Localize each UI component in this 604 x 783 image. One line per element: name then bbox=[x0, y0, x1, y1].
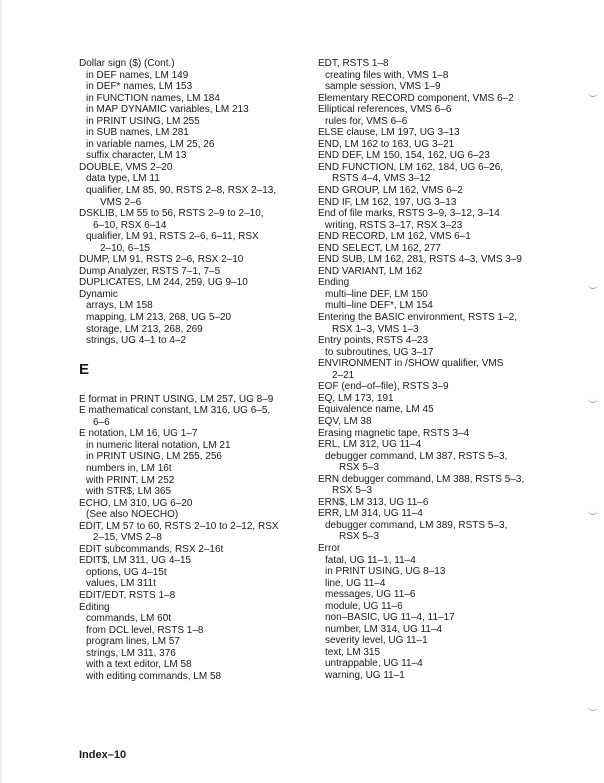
index-subentry: with a text editor, LM 58 bbox=[86, 659, 192, 671]
index-entry: EDIT, LM 57 to 60, RSTS 2–10 to 2–12, RSX bbox=[79, 520, 279, 532]
index-subentry: arrays, LM 158 bbox=[86, 300, 153, 312]
index-entry: DSKLIB, LM 55 to 56, RSTS 2–9 to 2–10, bbox=[79, 208, 264, 220]
index-subentry: sample session, VMS 1–9 bbox=[325, 81, 441, 93]
index-entry: EDIT/EDT, RSTS 1–8 bbox=[79, 589, 176, 601]
index-subentry: warning, UG 11–1 bbox=[325, 669, 405, 681]
page-edge-shadow bbox=[0, 0, 3, 783]
index-entry: EDIT$, LM 311, UG 4–15 bbox=[79, 555, 192, 567]
index-entry: EQV, LM 38 bbox=[318, 415, 372, 427]
index-subentry: in PRINT USING, UG 8–13 bbox=[325, 566, 446, 578]
index-entry: Entry points, RSTS 4–23 bbox=[318, 335, 429, 347]
index-entry: END SUB, LM 162, 281, RSTS 4–3, VMS 3–9 bbox=[318, 254, 522, 266]
index-subentry: VMS 2–6 bbox=[100, 196, 142, 208]
index-subentry: in variable names, LM 25, 26 bbox=[86, 138, 215, 150]
index-entry: Error bbox=[318, 542, 341, 554]
index-entry: END GROUP, LM 162, VMS 6–2 bbox=[318, 185, 463, 197]
index-entry: Ending bbox=[318, 277, 350, 289]
index-entry: Elliptical references, VMS 6–6 bbox=[318, 104, 452, 116]
index-subentry: RSX 5–3 bbox=[339, 462, 380, 474]
index-subentry: fatal, UG 11–1, 11–4 bbox=[325, 554, 416, 566]
index-subentry: in SUB names, LM 281 bbox=[86, 127, 189, 139]
index-entry: END VARIANT, LM 162 bbox=[318, 265, 423, 277]
index-subentry: in MAP DYNAMIC variables, LM 213 bbox=[86, 104, 249, 116]
binding-mark bbox=[588, 706, 598, 711]
index-entry: ERN debugger command, LM 388, RSTS 5–3, bbox=[318, 473, 525, 485]
index-subentry: mapping, LM 213, 268, UG 5–20 bbox=[86, 312, 232, 324]
page-footer: Index–10 bbox=[79, 749, 127, 761]
index-entry: E format in PRINT USING, LM 257, UG 8–9 bbox=[79, 393, 274, 405]
index-subentry: rules for, VMS 6–6 bbox=[325, 115, 408, 127]
index-subentry: to subroutines, UG 3–17 bbox=[325, 346, 434, 358]
index-subentry: with PRINT, LM 252 bbox=[86, 474, 175, 486]
index-entry: ELSE clause, LM 197, UG 3–13 bbox=[318, 127, 460, 139]
index-entry: Editing bbox=[79, 601, 110, 613]
index-subentry: in FUNCTION names, LM 184 bbox=[86, 92, 220, 104]
index-subentry: in PRINT USING, LM 255, 256 bbox=[86, 451, 222, 463]
index-subentry: 6–6 bbox=[93, 416, 110, 428]
index-subentry: (See also NOECHO) bbox=[86, 509, 179, 521]
index-entry: E mathematical constant, LM 316, UG 6–5, bbox=[79, 405, 271, 417]
index-entry: DOUBLE, VMS 2–20 bbox=[79, 161, 173, 173]
index-entry: ERN$, LM 313, UG 11–6 bbox=[318, 496, 429, 508]
index-subentry: from DCL level, RSTS 1–8 bbox=[86, 624, 204, 636]
index-subentry: debugger command, LM 387, RSTS 5–3, bbox=[325, 450, 508, 462]
index-subentry: 2–10, 6–15 bbox=[100, 242, 151, 254]
index-subentry: debugger command, LM 389, RSTS 5–3, bbox=[325, 519, 508, 531]
index-subentry: commands, LM 60t bbox=[86, 613, 172, 625]
section-letter: E bbox=[79, 360, 90, 378]
index-entry: Equivalence name, LM 45 bbox=[318, 404, 434, 416]
index-subentry: writing, RSTS 3–17, RSX 3–23 bbox=[325, 219, 463, 231]
index-subentry: non–BASIC, UG 11–4, 11–17 bbox=[325, 612, 455, 624]
index-subentry: with STR$, LM 365 bbox=[86, 486, 172, 498]
index-subentry: line, UG 11–4 bbox=[325, 577, 386, 589]
index-subentry: suffix character, LM 13 bbox=[86, 150, 187, 162]
index-subentry: storage, LM 213, 268, 269 bbox=[86, 323, 203, 335]
index-entry: DUPLICATES, LM 244, 259, UG 9–10 bbox=[79, 277, 248, 289]
index-subentry: data type, LM 11 bbox=[86, 173, 160, 185]
index-entry: DUMP, LM 91, RSTS 2–6, RSX 2–10 bbox=[79, 254, 244, 266]
index-subentry: number, LM 314, UG 11–4 bbox=[325, 623, 443, 635]
index-column-right bbox=[318, 58, 580, 682]
index-entry: EOF (end–of–file), RSTS 3–9 bbox=[318, 381, 449, 393]
index-subentry: numbers in, LM 16t bbox=[86, 462, 172, 474]
index-column-left bbox=[79, 58, 309, 682]
index-subentry: strings, UG 4–1 to 4–2 bbox=[86, 335, 187, 347]
index-subentry: 2–15, VMS 2–8 bbox=[93, 532, 162, 544]
index-subentry: severity level, UG 11–1 bbox=[325, 635, 428, 647]
binding-mark bbox=[588, 92, 598, 97]
index-subentry: module, UG 11–6 bbox=[325, 600, 403, 612]
index-entry: END, LM 162 to 163, UG 3–21 bbox=[318, 138, 455, 150]
index-subentry: 2–21 bbox=[332, 369, 355, 381]
index-subentry: values, LM 311t bbox=[86, 578, 156, 590]
index-entry: EDT, RSTS 1–8 bbox=[318, 58, 389, 69]
index-subentry: in PRINT USING, LM 255 bbox=[86, 115, 200, 127]
index-subentry: options, UG 4–15t bbox=[86, 566, 167, 578]
index-entry: Dollar sign ($) (Cont.) bbox=[79, 58, 175, 69]
index-subentry: creating files with, VMS 1–8 bbox=[325, 69, 449, 81]
index-entry: Dynamic bbox=[79, 288, 118, 300]
index-subentry: RSX 5–3 bbox=[339, 531, 380, 543]
index-entry: E notation, LM 16, UG 1–7 bbox=[79, 428, 198, 440]
index-subentry: in DEF* names, LM 153 bbox=[86, 81, 193, 93]
index-subentry: with editing commands, LM 58 bbox=[86, 670, 222, 682]
binding-mark bbox=[588, 284, 598, 289]
index-subentry: multi–line DEF, LM 150 bbox=[325, 288, 428, 300]
index-subentry: messages, UG 11–6 bbox=[325, 589, 416, 601]
index-subentry: program lines, LM 57 bbox=[86, 636, 180, 648]
index-subentry: untrappable, UG 11–4 bbox=[325, 658, 423, 670]
index-entry: Dump Analyzer, RSTS 7–1, 7–5 bbox=[79, 265, 221, 277]
index-subentry: text, LM 315 bbox=[325, 646, 381, 658]
index-entry: END IF, LM 162, 197, UG 3–13 bbox=[318, 196, 457, 208]
index-subentry: in DEF names, LM 149 bbox=[86, 69, 189, 81]
index-entry: ENVIRONMENT in /SHOW qualifier, VMS bbox=[318, 358, 504, 370]
index-entry: EDIT subcommands, RSX 2–16t bbox=[79, 543, 224, 555]
index-entry: END RECORD, LM 162, VMS 6–1 bbox=[318, 231, 471, 243]
index-subentry: RSTS 4–4, VMS 3–12 bbox=[332, 173, 431, 185]
index-entry: ECHO, LM 310, UG 6–20 bbox=[79, 497, 193, 509]
index-entry: EQ, LM 173, 191 bbox=[318, 392, 394, 404]
index-entry: Elementary RECORD component, VMS 6–2 bbox=[318, 92, 514, 104]
index-subentry: strings, LM 311, 376 bbox=[86, 647, 176, 659]
index-subentry: in numeric literal notation, LM 21 bbox=[86, 439, 231, 451]
binding-mark bbox=[588, 398, 598, 403]
index-subentry: qualifier, LM 85, 90, RSTS 2–8, RSX 2–13, bbox=[86, 185, 277, 197]
index-entry: END FUNCTION, LM 162, 184, UG 6–26, bbox=[318, 161, 504, 173]
index-subentry: RSX 1–3, VMS 1–3 bbox=[332, 323, 419, 335]
index-entry: END SELECT, LM 162, 277 bbox=[318, 242, 441, 254]
index-subentry: multi–line DEF*, LM 154 bbox=[325, 300, 433, 312]
index-entry: Entering the BASIC environment, RSTS 1–2, bbox=[318, 312, 517, 324]
index-subentry: 6–10, RSX 6–14 bbox=[93, 219, 167, 231]
index-entry: ERL, LM 312, UG 11–4 bbox=[318, 439, 422, 451]
index-subentry: qualifier, LM 91, RSTS 2–6, 6–11, RSX bbox=[86, 231, 259, 243]
index-subentry: RSX 5–3 bbox=[332, 485, 373, 497]
index-entry: Erasing magnetic tape, RSTS 3–4 bbox=[318, 427, 470, 439]
index-entry: ERR, LM 314, UG 11–4 bbox=[318, 508, 423, 520]
index-entry: END DEF, LM 150, 154, 162, UG 6–23 bbox=[318, 150, 490, 162]
binding-mark bbox=[588, 510, 598, 515]
index-entry: End of file marks, RSTS 3–9, 3–12, 3–14 bbox=[318, 208, 500, 220]
